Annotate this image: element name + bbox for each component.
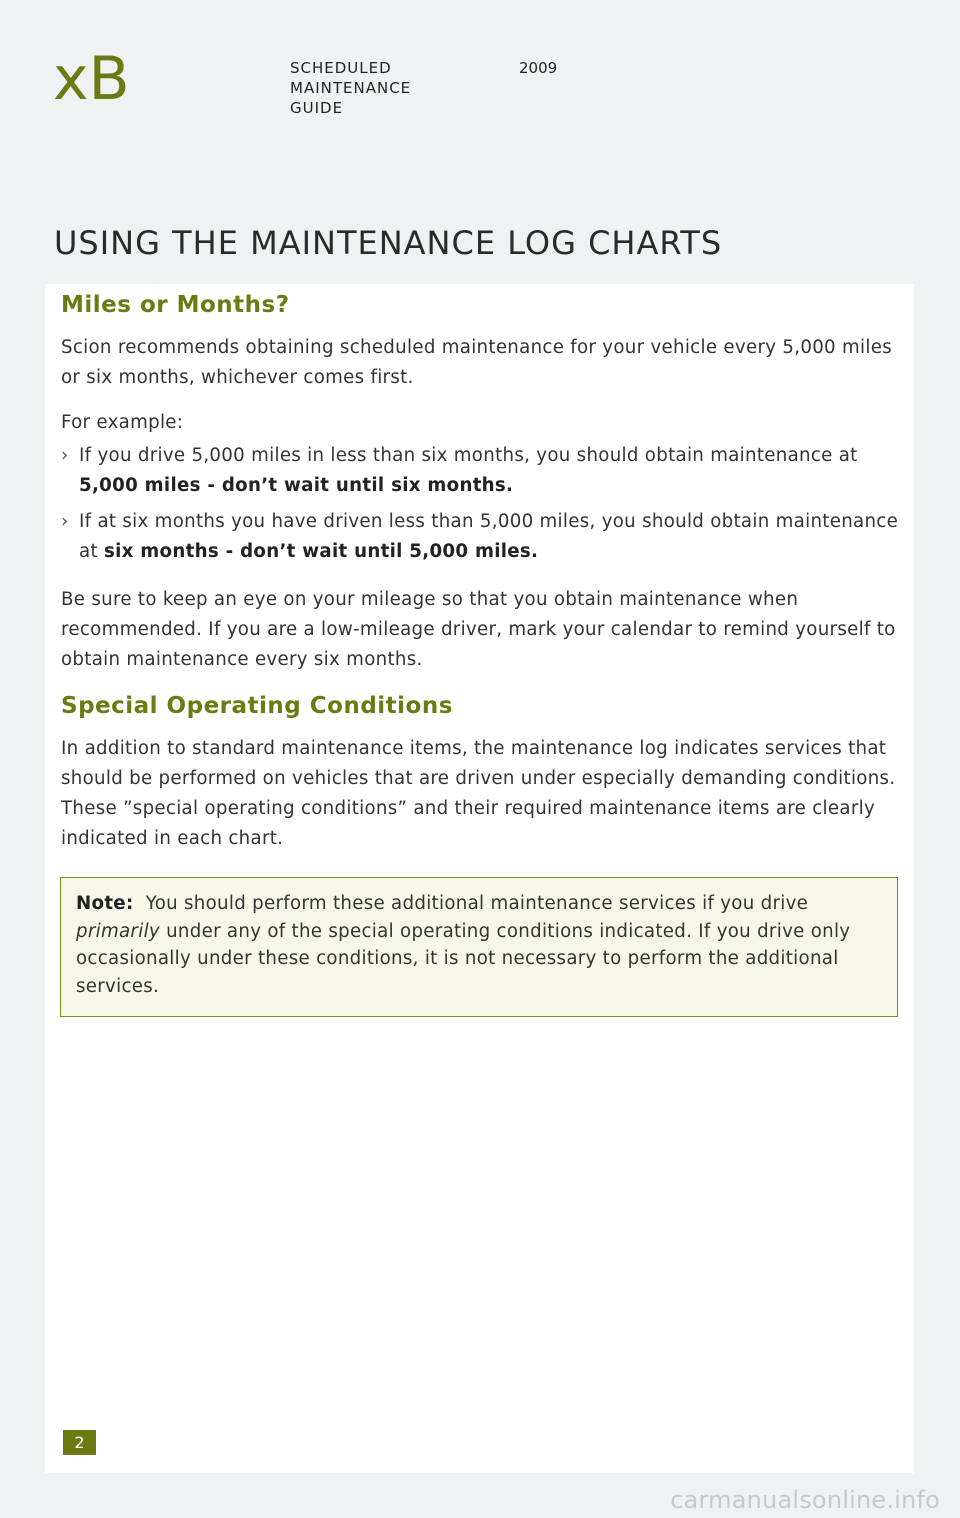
bullet-emphasis: 5,000 miles - don’t wait until six months. — [79, 475, 514, 496]
example-list — [61, 441, 901, 573]
logo: xB — [53, 44, 130, 114]
note-label: Note: — [76, 893, 134, 914]
special-heading: Special Operating Conditions — [61, 693, 453, 719]
note-emphasis: primarily — [76, 920, 160, 942]
bullet-emphasis: six months - don’t wait until 5,000 miles. — [103, 541, 539, 562]
list-item — [61, 441, 901, 501]
example-label: For example: — [61, 412, 184, 433]
note-text-before: You should perform these additional maintenance services if you drive — [145, 893, 809, 914]
chevron-right-icon: › — [61, 445, 69, 466]
miles-intro: Scion recommends obtaining scheduled maintenance for your vehicle every 5,000 miles or six months, whichever comes first. — [61, 337, 893, 388]
note-text-after: under any of the special operating conditions indicated. If you drive only occasionally under these conditions, it is not necessary to perform the additional services. — [76, 920, 851, 997]
year: 2009 — [519, 59, 558, 77]
guide-title-line-1: SCHEDULED — [290, 59, 392, 77]
note-text — [76, 890, 883, 1000]
guide-title-line-2: MAINTENANCE — [290, 79, 412, 97]
miles-heading: Miles or Months? — [61, 292, 290, 318]
note-box — [60, 877, 898, 1017]
page-title: USING THE MAINTENANCE LOG CHARTS — [54, 224, 723, 262]
special-text: In addition to standard maintenance items, the maintenance log indicates services that should be performed on vehicles that are driven under especially demanding conditions. These ”special operating conditions” and their required maintenance items are clearly indicated in each chart. — [61, 738, 896, 849]
miles-closing: Be sure to keep an eye on your mileage so that you obtain maintenance when recommended. If you are a low-mileage driver, mark your calendar to remind yourself to obtain maintenance every six months. — [61, 589, 896, 670]
watermark: carmanualsonline.info — [670, 1486, 940, 1514]
page-number: 2 — [63, 1430, 96, 1455]
guide-title — [290, 58, 411, 118]
bullet-text: If you drive 5,000 miles in less than six months, you should obtain maintenance at — [79, 445, 858, 466]
list-item — [61, 507, 901, 567]
content-panel — [45, 284, 914, 1473]
chevron-right-icon: › — [61, 511, 69, 532]
bullet-text: If at six months you have driven less than 5,000 miles, you should obtain maintenance at — [79, 511, 899, 562]
guide-title-line-3: GUIDE — [290, 99, 344, 117]
